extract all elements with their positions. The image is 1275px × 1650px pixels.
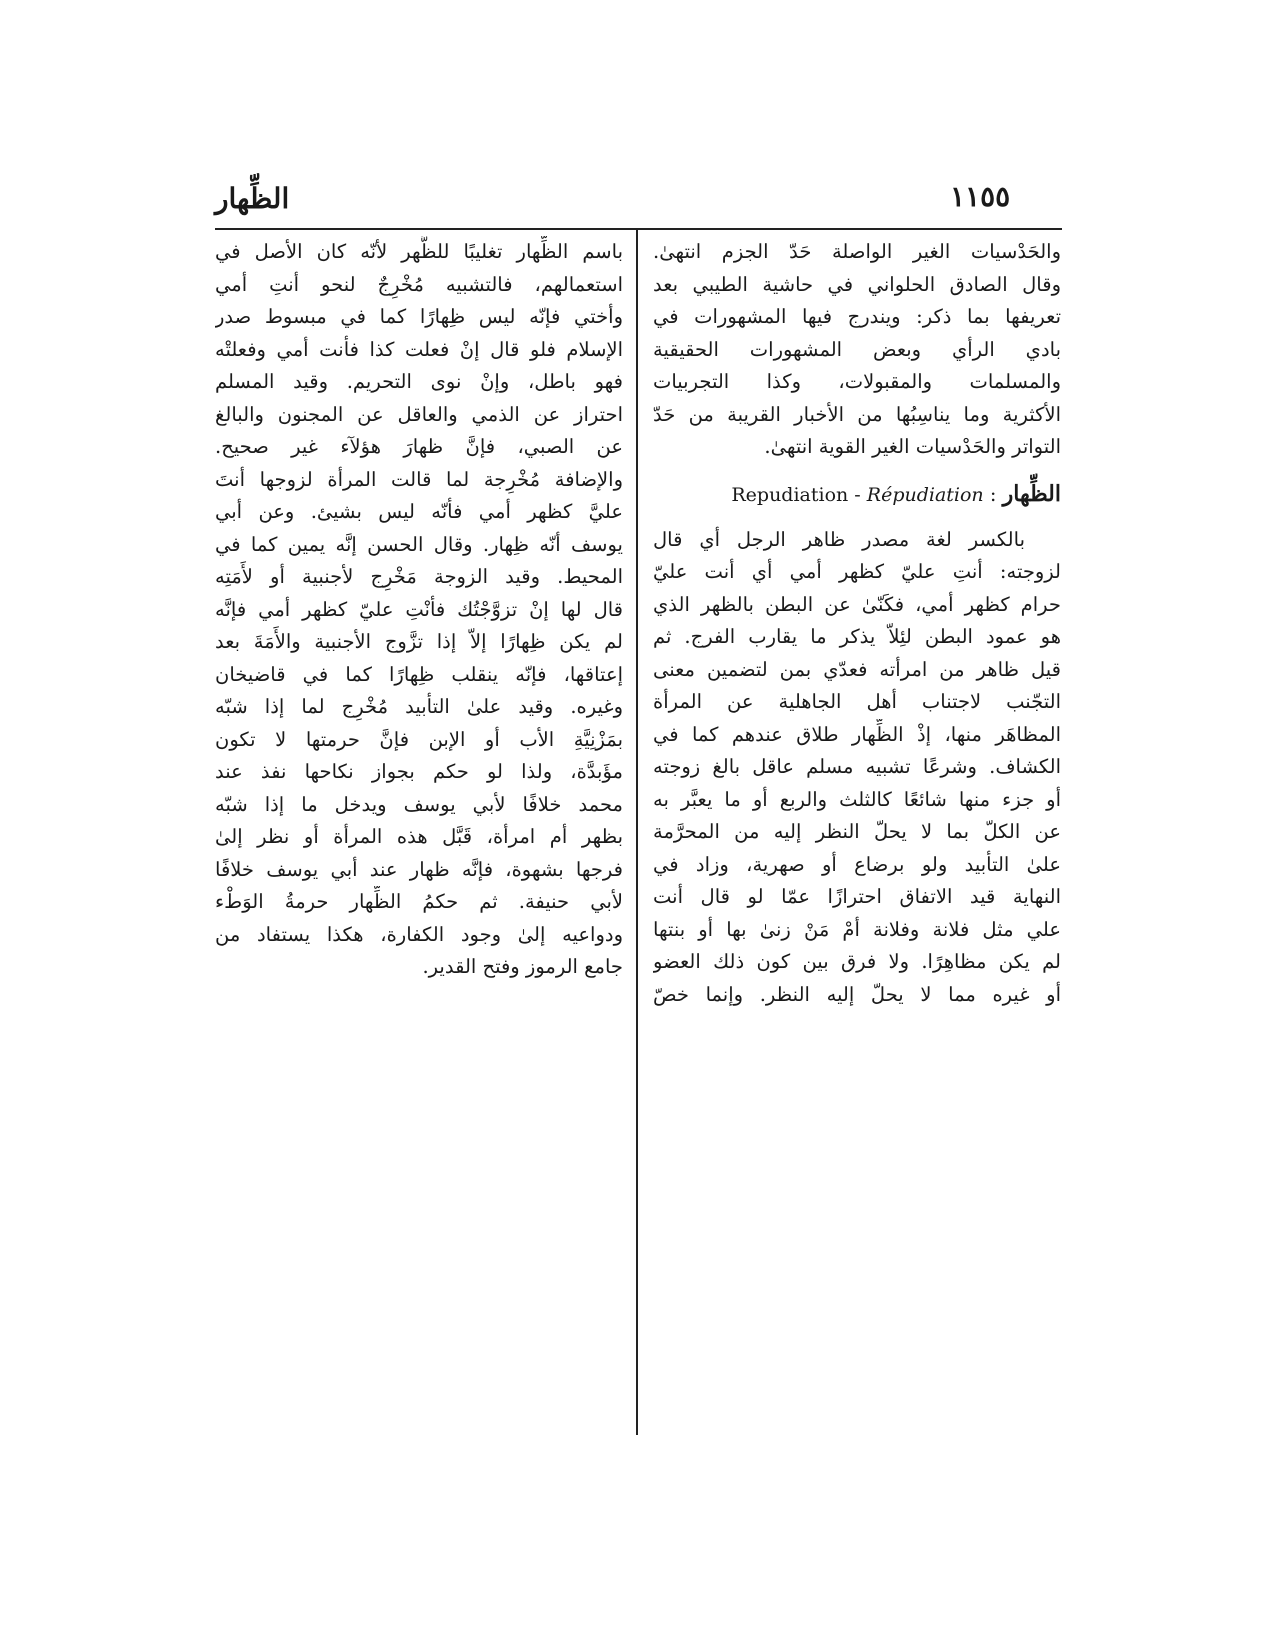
text-line: أو غيره مما لا يحلّ إليه النظر. وإنما خصّ: [653, 982, 1061, 1006]
text-line: علي مثل فلانة وفلانة أمْ مَنْ زنىٰ بها أو بنتها: [653, 917, 1061, 941]
text-line: وقال الصادق الحلواني في حاشية الطيبي بعد: [653, 272, 1061, 296]
text-line: بالكسر لغة مصدر ظاهر الرجل أي قال: [653, 527, 1025, 551]
text-line: احتراز عن الذمي والعاقل عن المجنون والبالغ: [215, 402, 623, 426]
text-line: إعتاقها، فإنّه ينقلب ظِهارًا كما في قاضيخان: [215, 662, 623, 686]
text-line: الإسلام فلو قال إنْ فعلت كذا فأنت أمي وفعلتْه: [215, 337, 623, 361]
text-line: ودواعيه إلىٰ وجود الكفارة، هكذا يستفاد من: [215, 922, 623, 946]
text-line: والمسلمات والمقبولات، وكذا التجربيات: [653, 370, 1061, 393]
text-line: التواتر والحَدْسيات الغير القوية انتهىٰ.: [764, 435, 1061, 458]
text-line: يوسف أنّه ظِهار. وقال الحسن إنَّه يمين كما في: [215, 532, 623, 556]
text-line: قال لها إنْ تزوَّجْتُك فأنْتِ عليّ كظهر أمي فإنَّه: [215, 597, 623, 621]
text-line: حرام كظهر أمي، فكَنّىٰ عن البطن بالظهر الذي: [653, 592, 1061, 616]
text-line: الأكثرية وما يناسِبُها من الأخبار القريبة من حَدّ: [653, 402, 1061, 426]
text-line: قيل ظاهر من امرأته فعدّي بمن لتضمين معنى: [653, 657, 1061, 681]
text-line: جامع الرموز وفتح القدير.: [422, 955, 623, 978]
text-line: بظهر أم امرأة، قَبَّل هذه المرأة أو نظر إلىٰ: [215, 825, 623, 848]
text-line: تعريفها بما ذكر: ويندرج فيها المشهورات في: [653, 305, 1061, 328]
text-line: التجّنب لاجتناب أهل الجاهلية عن المرأة: [653, 690, 1061, 713]
entry-term: الظِّهار: [1002, 480, 1061, 507]
text-line: المحيط. وقيد الزوجة مَخْرِج لأجنبية أو لأَمَتِه: [215, 565, 623, 588]
text-line: عليَّ كظهر أمي فأنّه ليس بشيئ. وعن أبي: [215, 500, 623, 523]
running-header-title: الظِّهار: [215, 182, 290, 215]
text-line: هو عمود البطن لئِلاّ يذكر ما يقارب الفرج. ثم: [653, 625, 1061, 648]
text-line: لأبي حنيفة. ثم حكمُ الظِّهار حرمةُ الوَطْء: [215, 890, 623, 913]
right-column: [653, 236, 1061, 1011]
text-line: استعمالهم، فالتشبيه مُخْرِجٌ لنحو أنتِ أمي: [215, 272, 623, 296]
entry-translation: [731, 484, 983, 506]
column-divider: [636, 230, 638, 1435]
text-line: علىٰ التأبيد ولو برضاع أو صهرية، وزاد في: [653, 852, 1061, 876]
text-line: بادي الرأي وبعض المشهورات الحقيقية: [653, 337, 1061, 361]
text-line: والحَدْسيات الغير الواصلة حَدّ الجزم انتهىٰ.: [653, 240, 1061, 263]
text-line: بمَزْنِيَّةِ الأب أو الإبن فإنَّ حرمتها لا تكون: [215, 727, 623, 751]
entry-translation-en: Repudiation -: [731, 483, 867, 506]
text-line: باسم الظِّهار تغليبًا للظَّهر لأنّه كان الأصل في: [215, 240, 623, 263]
text-line: محمد خلافًا لأبي يوسف ويدخل ما إذا شبّه: [215, 792, 623, 816]
text-line: فرجها بشهوة، فإنَّه ظهار عند أبي يوسف خلافًا: [215, 857, 623, 881]
text-line: المظاهَر منها، إذْ الظِّهار طلاق عندهم كما في: [653, 722, 1061, 746]
text-line: النهاية قيد الاتفاق احترازًا عمّا لو قال أنت: [653, 885, 1061, 908]
text-line: الكشاف. وشرعًا تشبيه مسلم عاقل بالغ زوجته: [653, 755, 1061, 778]
entry-translation-fr: Répudiation: [866, 483, 984, 506]
text-line: لم يكن ظِهارًا إلاّ إذا تزَّوج الأجنبية والأَمَةَ بعد: [215, 630, 623, 653]
text-line: وغيره. وقيد علىٰ التأبيد مُخْرِج لما إذا شبّه: [215, 695, 623, 718]
header-rule: [215, 228, 1062, 230]
page-number: ١١٥٥: [950, 180, 1011, 213]
entry-separator: :: [989, 482, 997, 506]
text-line: مؤَبدَّة، ولذا لو حكم بجواز نكاحها نفذ عند: [215, 760, 623, 783]
left-column: [215, 236, 623, 984]
text-line: عن الكلّ بما لا يحلّ النظر إليه من المحرَّمة: [653, 820, 1061, 843]
text-line: أو جزء منها شائعًا كالثلث والربع أو ما يعبَّر به: [653, 787, 1061, 811]
dictionary-entry-heading: [653, 474, 1061, 514]
text-line: وأختي فإنّه ليس ظِهارًا كما في مبسوط صدر: [215, 305, 623, 328]
text-line: فهو باطل، وإنْ نوى التحريم. وقيد المسلم: [215, 370, 623, 393]
text-line: والإضافة مُخْرِجة لما قالت المرأة لزوجها أنتَ: [215, 467, 623, 491]
text-line: عن الصبي، فإنَّ ظهارَ هؤلآء غير صحيح.: [215, 435, 623, 458]
text-line: لزوجته: أنتِ عليّ كظهر أمي أي أنت عليّ: [653, 560, 1061, 583]
text-line: لم يكن مظاهِرًا. ولا فرق بين كون ذلك العضو: [653, 950, 1061, 973]
